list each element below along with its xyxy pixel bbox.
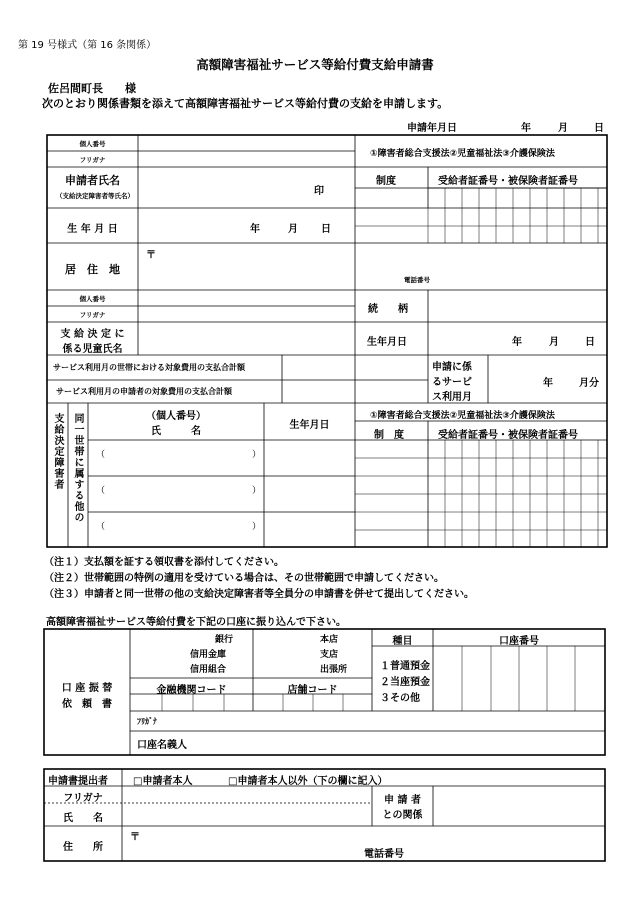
service-month-label-1: 申請に係 (432, 362, 472, 373)
household-side-label-right: 同一世帯に属する他の (72, 413, 83, 523)
service-month-year: 年 (543, 378, 553, 389)
holder-field[interactable] (255, 733, 603, 753)
member3-paren-close: ） (252, 522, 262, 532)
child-name-field[interactable] (140, 324, 353, 353)
branch-code-label: 店舗コード (287, 685, 338, 696)
member2-paren-open: （ (96, 486, 106, 496)
applicant-furigana-label: フリガナ (79, 156, 106, 164)
date-unit-year: 年 (521, 123, 531, 134)
phone-label: 電話番号 (404, 276, 430, 284)
bank-type-2: 信用金庫 (190, 650, 227, 660)
submitter-label: 申請書提出者 (48, 776, 108, 787)
birth-unit-month: 月 (288, 224, 298, 235)
member1-paren-open: （ (96, 450, 106, 460)
branch-type-1: 本店 (320, 635, 339, 645)
system-label: 制度 (376, 176, 396, 187)
child-kojin-no-field[interactable] (140, 292, 353, 304)
address-field[interactable] (160, 246, 600, 286)
bank-type-1: 銀行 (215, 635, 234, 645)
application-date-label: 申請年月日 (407, 123, 457, 134)
postal-mark: 〒 (146, 250, 156, 261)
applicant-kojin-no-label: 個人番号 (79, 140, 106, 148)
household-no-header: （個人番号） (146, 411, 206, 422)
child-furigana-label: フリガナ (79, 311, 106, 319)
applicant-furigana-field[interactable] (140, 153, 353, 165)
intro-text: 次のとおり関係書類を添えて高額障害福祉サービス等給付費の支給を申請します。 (42, 97, 449, 110)
birth-unit-year: 年 (250, 224, 260, 235)
applicant-name-sublabel: （支給決定障害者等氏名） (56, 192, 134, 200)
member2-paren-close: ） (252, 486, 262, 496)
form-number: 第 19 号様式（第 16 条関係） (18, 40, 157, 51)
child-birth-label: 生年月日 (367, 337, 407, 348)
submitter-furigana-label: フリガナ (63, 793, 103, 804)
holder-furigana-label: ﾌﾘｶﾞﾅ (137, 717, 157, 726)
kind-option-3[interactable]: ３その他 (380, 693, 420, 704)
submitter-furigana-field[interactable] (124, 788, 370, 801)
bank-name-field[interactable] (132, 631, 250, 676)
child-birth-year: 年 (512, 337, 522, 348)
member3-paren-open: （ (96, 522, 106, 532)
submitter-option-self[interactable]: □申請者本人 (133, 776, 193, 787)
submitter-relation-label-1: 申 請 者 (384, 795, 421, 806)
addressee: 佐呂間町長 様 (48, 82, 136, 95)
member3-field[interactable] (90, 514, 262, 545)
date-unit-month: 月 (558, 123, 568, 134)
household-system-label: 制 度 (374, 430, 404, 441)
household-name-header: 氏 名 (151, 426, 201, 437)
applicant-kojin-no-field[interactable] (140, 137, 353, 149)
submitter-phone-label: 電話番号 (364, 849, 404, 860)
applicant-birth-label: 生 年 月 日 (67, 224, 118, 235)
date-unit-day: 日 (594, 123, 604, 134)
child-kojin-no-label: 個人番号 (79, 295, 106, 303)
kind-label: 種目 (392, 636, 413, 647)
child-name-label-2: 係る児童氏名 (62, 344, 123, 355)
service-month-unit: 月分 (579, 378, 599, 389)
submitter-postal-mark: 〒 (130, 832, 140, 843)
applicant-name-label: 申請者氏名 (65, 174, 120, 187)
note-2: （注２）世帯範囲の特例の適用を受けている場合は、その世帯範囲で申請してください。 (44, 573, 444, 584)
note-3: （注３）申請者と同一世帯の他の支給決定障害者等全員分の申請書を併せて提出してください。 (44, 589, 474, 600)
branch-code-field[interactable] (255, 696, 370, 709)
bank-side-label-2: 依 頼 書 (62, 699, 112, 710)
kind-option-2[interactable]: ２当座預金 (380, 677, 430, 688)
submitter-relation-field[interactable] (435, 788, 603, 824)
seal-mark: 印 (314, 186, 324, 197)
branch-type-3: 出張所 (320, 665, 348, 675)
child-name-label-1: 支 給 決 定 に (60, 329, 125, 340)
child-birth-day: 日 (585, 337, 595, 348)
submitter-relation-label-2: との関係 (382, 810, 423, 821)
note-1: （注１）支払額を証する領収書を添付してください。 (44, 557, 284, 568)
birth-unit-day: 日 (321, 224, 331, 235)
child-furigana-field[interactable] (140, 308, 353, 320)
applicant-total-field[interactable] (284, 382, 353, 401)
member1-field[interactable] (90, 442, 262, 474)
child-birth-month: 月 (549, 337, 559, 348)
submitter-option-other[interactable]: □申請者本人以外（下の欄に記入） (228, 776, 388, 787)
submitter-name-label: 氏 名 (63, 813, 103, 824)
bank-instruction: 高額障害福祉サービス等給付費を下記の口座に振り込んで下さい。 (46, 617, 346, 628)
household-total-label: サービス利用月の世帯における対象費用の支払合計額 (53, 363, 245, 372)
household-laws: ①障害者総合支援法②児童福祉法③介護保険法 (370, 411, 555, 421)
account-no-label: 口座番号 (499, 636, 539, 647)
holder-label: 口座名義人 (137, 740, 187, 751)
address-label: 居 住 地 (65, 263, 120, 276)
bank-side-label: 口 座 振 替 (61, 683, 113, 694)
kind-option-1[interactable]: １普通預金 (380, 661, 430, 672)
applicant-name-field[interactable] (140, 169, 340, 206)
service-month-label-2: るサービ (432, 377, 472, 388)
recipient-no-label: 受給者証番号・被保険者証番号 (438, 176, 578, 187)
member2-field[interactable] (90, 478, 262, 510)
household-side-label-left: 支給決定障害者 (52, 413, 63, 490)
bank-type-3: 信用組合 (190, 665, 227, 675)
relation-label: 続 柄 (368, 304, 408, 315)
member1-paren-close: ） (252, 450, 262, 460)
account-no-field[interactable] (435, 648, 603, 709)
applicant-total-label: サービス利用月の申請者の対象費用の支払合計額 (56, 387, 232, 396)
household-birth-header: 生年月日 (289, 420, 330, 431)
household-total-field[interactable] (284, 357, 353, 378)
bank-code-label: 金融機関コード (156, 685, 227, 696)
service-month-label-3: ス利用月 (432, 392, 472, 403)
holder-furigana-field[interactable] (255, 713, 603, 729)
submitter-name-field[interactable] (124, 805, 370, 824)
branch-name-field[interactable] (255, 631, 315, 676)
bank-code-field[interactable] (132, 696, 251, 709)
page-title: 高額障害福祉サービス等給付費支給申請書 (196, 57, 434, 72)
household-recipient-label: 受給者証番号・被保険者証番号 (438, 430, 578, 441)
submitter-address-label: 住 所 (63, 842, 103, 853)
branch-type-2: 支店 (320, 650, 339, 660)
applicant-laws: ①障害者総合支援法②児童福祉法③介護保険法 (370, 149, 555, 159)
